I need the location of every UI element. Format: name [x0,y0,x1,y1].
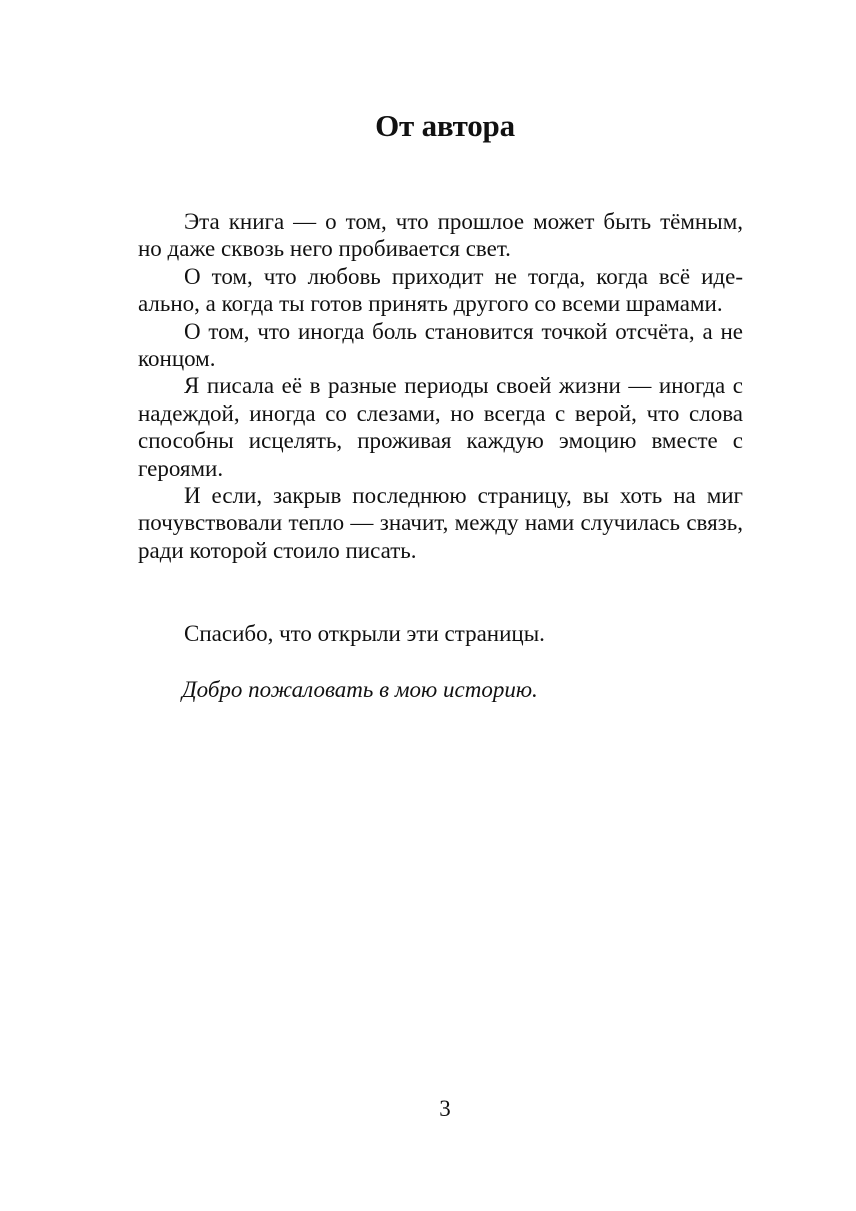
paragraph-4: Я писала её в разные периоды своей жизни — иногда с надеждой, иногда со слезами, но всегда с верой, что слова способны исцелять, проживая каждую эмоцию вместе с героями. [138,373,743,481]
paragraph-3: О том, что иногда боль становится точкой отсчёта, а не концом. [138,318,743,372]
paragraph-2: О том, что любовь приходит не тогда, когда всё идеально, а когда ты готов принять другого со всеми шрамами. [138,263,743,317]
thanks-line: Спасибо, что открыли эти страницы. [184,621,545,646]
chapter-title: От автора [375,108,515,143]
page-number: 3 [439,1096,451,1121]
paragraph-5: И если, закрыв последнюю страницу, вы хоть на миг почувствовали тепло — значит, между нами случилась связь, ради которой стоило писать. [138,483,743,563]
paragraph-1: Эта книга — о том, что прошлое может быть тёмным, но даже сквозь него пробивается свет. [138,209,743,262]
body-text [138,208,743,564]
welcome-line: Добро пожаловать в мою историю. [182,677,538,702]
